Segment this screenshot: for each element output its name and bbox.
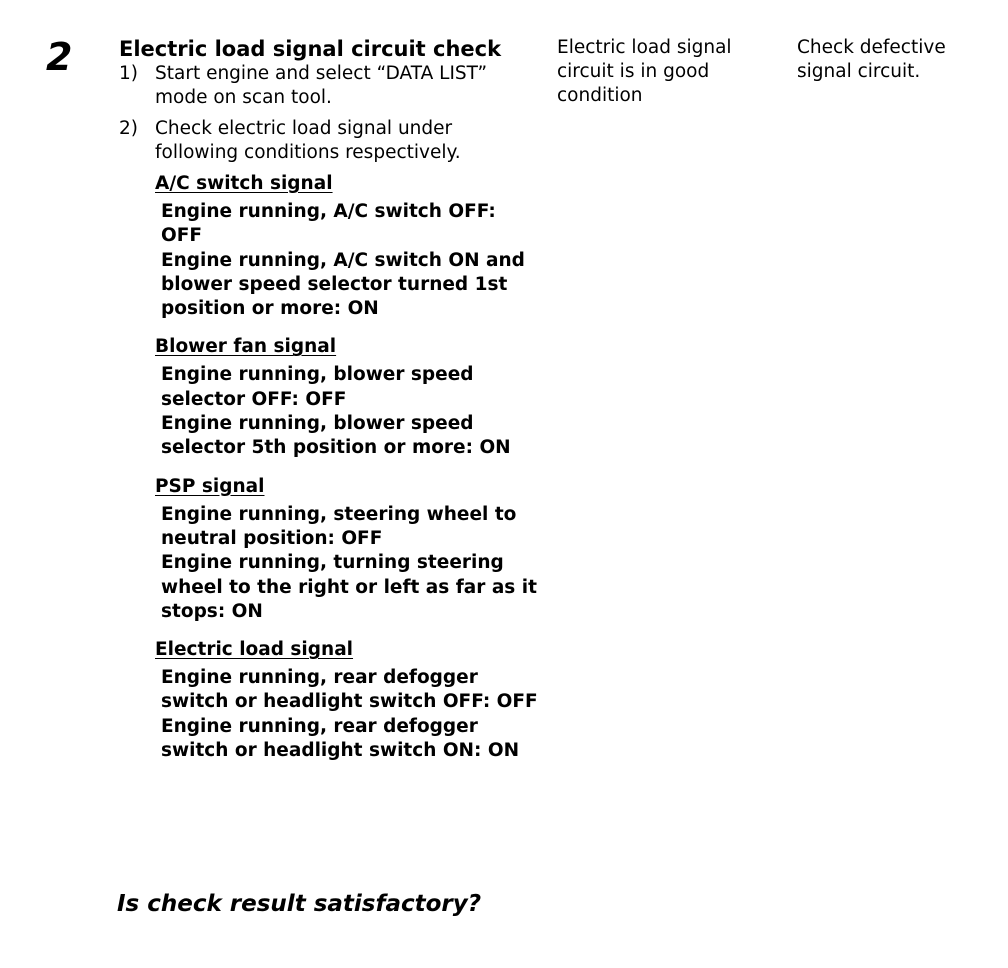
step-number: 2 — [46, 35, 73, 79]
signal-block-blower-fan — [119, 335, 539, 460]
signal-heading: PSP signal — [155, 475, 265, 497]
condition-off: Engine running, rear defogger switch or headlight switch OFF: OFF — [161, 667, 538, 713]
condition-on: Engine running, A/C switch ON and blower speed selector turned 1st position or more: ON — [161, 249, 525, 320]
signal-block-psp — [119, 475, 539, 624]
check-question: Is check result satisfactory? — [117, 891, 482, 917]
yes-result: Electric load signal circuit is in good condition — [557, 37, 732, 106]
instruction-number: 2) — [119, 118, 138, 139]
step-procedure — [119, 36, 539, 763]
step-title: Electric load signal circuit check — [119, 37, 502, 61]
instruction-text: Start engine and select “DATA LIST” mode on scan tool. — [155, 63, 488, 108]
signal-heading: A/C switch signal — [155, 173, 333, 194]
condition-on: Engine running, blower speed selector 5th position or more: ON — [161, 413, 511, 459]
instruction-item — [119, 117, 539, 165]
condition-off: Engine running, blower speed selector OFF: OFF — [161, 364, 474, 410]
condition-off: Engine running, A/C switch OFF: OFF — [161, 201, 496, 247]
signal-heading: Blower fan signal — [155, 336, 337, 358]
instruction-item — [119, 62, 539, 110]
signal-block-electric-load — [119, 638, 539, 763]
signal-block-ac-switch — [119, 172, 539, 321]
condition-on: Engine running, turning steering wheel to the right or left as far as it stops: ON — [161, 552, 537, 622]
no-result: Check defective signal circuit. — [797, 37, 946, 82]
condition-on: Engine running, rear defogger switch or headlight switch ON: ON — [161, 715, 520, 762]
condition-off: Engine running, steering wheel to neutral position: OFF — [161, 503, 517, 549]
instruction-text: Check electric load signal under following conditions respectively. — [155, 118, 461, 163]
signal-heading: Electric load signal — [155, 639, 354, 661]
instruction-number: 1) — [119, 63, 138, 84]
